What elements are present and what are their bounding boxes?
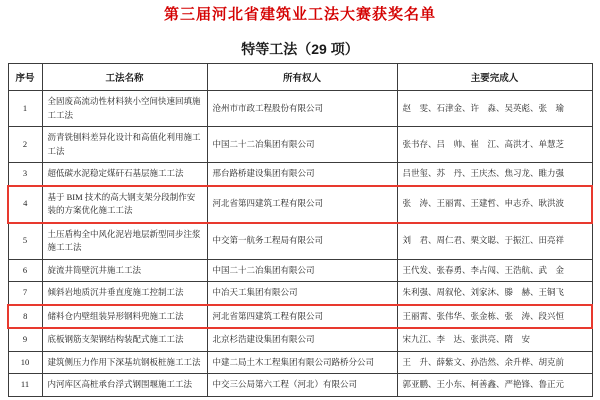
contributors: 张 涛、王丽霄、王建哲、申志乔、耿洪波 xyxy=(397,186,592,223)
method-name: 全固废高流动性材料狭小空间快速回填施工工法 xyxy=(42,91,207,127)
row-number: 11 xyxy=(8,374,42,397)
contributors: 郭亚鹏、王小东、柯善鑫、严艳锋、鲁正元 xyxy=(397,374,592,397)
table-row xyxy=(8,163,592,186)
contributors: 赵 雯、石津金、许 淼、吴英彪、张 瑜 xyxy=(397,91,592,127)
method-name: 基于 BIM 技术的高大钢支架分段制作安装的方案优化施工工法 xyxy=(42,186,207,223)
owner-name: 中交第一航务工程局有限公司 xyxy=(207,223,397,260)
owner-name: 中交三公局第六工程（河北）有限公司 xyxy=(207,374,397,397)
owner-name: 中国二十二冶集团有限公司 xyxy=(207,127,397,163)
method-name: 土压盾构全中风化泥岩地层新型同步注浆施工工法 xyxy=(42,223,207,260)
owner-name: 河北省第四建筑工程有限公司 xyxy=(207,305,397,329)
method-name: 底板钢筋支架钢结构装配式施工工法 xyxy=(42,328,207,351)
page-title: 第三届河北省建筑业工法大赛获奖名单 xyxy=(163,6,436,23)
owner-name: 中建二局土木工程集团有限公司路桥分公司 xyxy=(207,351,397,374)
table-header-row xyxy=(8,64,592,91)
method-name: 旋流井筒壁沉井施工工法 xyxy=(42,259,207,282)
contributors: 吕世玺、苏 丹、王庆杰、焦习龙、睢力强 xyxy=(397,163,592,186)
row-number: 4 xyxy=(8,186,42,223)
row-number: 10 xyxy=(8,351,42,374)
table-row xyxy=(8,374,592,397)
column-header-people: 主要完成人 xyxy=(397,64,592,91)
table-row-highlighted xyxy=(8,186,592,223)
owner-name: 北京杉浩建设集团有限公司 xyxy=(207,328,397,351)
contributors: 张书存、吕 帅、崔 江、高洪才、单慧芝 xyxy=(397,127,592,163)
contributors: 朱利强、周叙伦、刘家沐、滕 赫、王铜飞 xyxy=(397,282,592,305)
contributors: 王代发、张春勇、李占闯、王浩航、武 金 xyxy=(397,259,592,282)
row-number: 1 xyxy=(8,91,42,127)
row-number: 6 xyxy=(8,259,42,282)
table-row xyxy=(8,259,592,282)
row-number: 9 xyxy=(8,328,42,351)
method-name: 内河库区高桩承台浮式钢围堰施工工法 xyxy=(42,374,207,397)
owner-name: 河北省第四建筑工程有限公司 xyxy=(207,186,397,223)
method-name: 超低碳水泥稳定煤矸石基层施工工法 xyxy=(42,163,207,186)
column-header-no: 序号 xyxy=(8,64,42,91)
row-number: 7 xyxy=(8,282,42,305)
row-number: 5 xyxy=(8,223,42,260)
contributors: 王丽霄、张伟华、张金栋、张 涛、段兴恒 xyxy=(397,305,592,329)
contributors: 刘 君、周仁君、栗文聪、于振江、田亮祥 xyxy=(397,223,592,260)
table-row xyxy=(8,223,592,260)
row-number: 8 xyxy=(8,305,42,329)
owner-name: 沧州市市政工程股份有限公司 xyxy=(207,91,397,127)
method-name: 倾斜岩地质沉井垂直度施工控制工法 xyxy=(42,282,207,305)
method-name: 储料仓内壁组装异形钢料兜施工工法 xyxy=(42,305,207,329)
contributors: 王 升、薛紫文、孙浩然、余升桦、胡克前 xyxy=(397,351,592,374)
owner-name: 邢台路桥建设集团有限公司 xyxy=(207,163,397,186)
table-row xyxy=(8,91,592,127)
contributors: 宋九江、李 达、张洪亮、隋 安 xyxy=(397,328,592,351)
table-row xyxy=(8,328,592,351)
row-number: 3 xyxy=(8,163,42,186)
table-row xyxy=(8,127,592,163)
owner-name: 中冶天工集团有限公司 xyxy=(207,282,397,305)
table-row xyxy=(8,282,592,305)
row-number: 2 xyxy=(8,127,42,163)
section-title: 特等工法（29 项） xyxy=(241,41,359,57)
awards-table xyxy=(7,63,593,397)
method-name: 建筑侧压力作用下深基坑钢板桩施工工法 xyxy=(42,351,207,374)
table-row xyxy=(8,351,592,374)
column-header-owner: 所有权人 xyxy=(207,64,397,91)
owner-name: 中国二十二冶集团有限公司 xyxy=(207,259,397,282)
table-row-highlighted xyxy=(8,305,592,329)
method-name: 沥青铣刨料差异化设计和高值化利用施工工法 xyxy=(42,127,207,163)
column-header-method: 工法名称 xyxy=(42,64,207,91)
